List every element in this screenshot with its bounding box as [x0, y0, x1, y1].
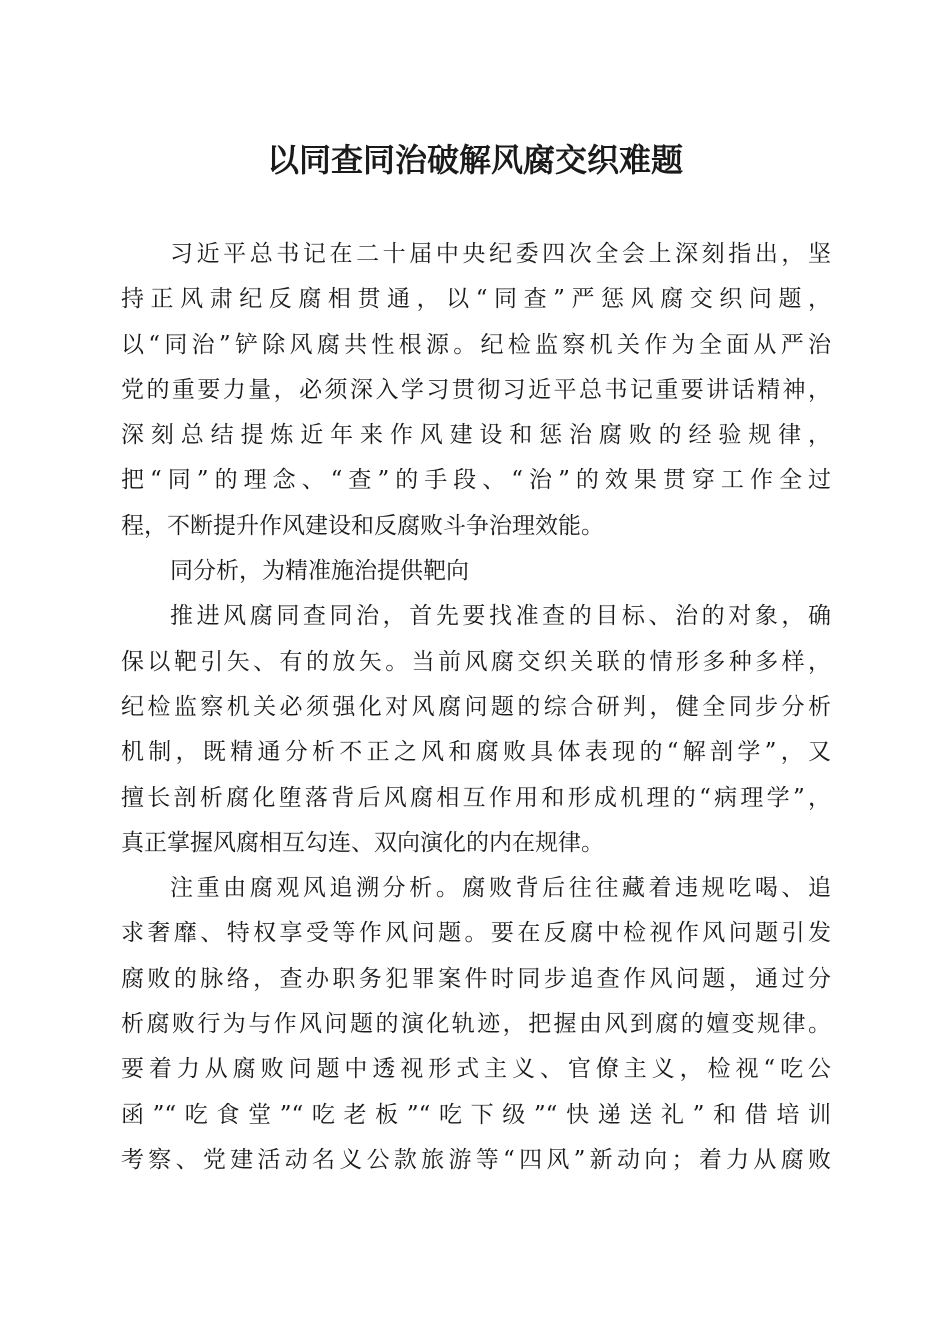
paragraph-line: 求奢靡、特权享受等作风问题。要在反腐中检视作风问题引发 [121, 920, 831, 947]
section-heading: 同分析，为精准施治提供靶向 [170, 558, 469, 585]
paragraph-line: 析腐败行为与作风问题的演化轨迹，把握由风到腐的嬗变规律。 [121, 1011, 831, 1038]
paragraph-line: 党的重要力量，必须深入学习贯彻习近平总书记重要讲话精神， [121, 376, 831, 403]
paragraph-line: 机制，既精通分析不正之风和腐败具体表现的“解剖学”，又 [121, 739, 831, 766]
paragraph-line: 持正风肃纪反腐相贯通，以“同查”严惩风腐交织问题， [121, 286, 831, 313]
paragraph-line: 保以靶引矢、有的放矢。当前风腐交织关联的情形多种多样， [121, 648, 831, 675]
document-title: 以同查同治破解风腐交织难题 [266, 141, 683, 179]
paragraph-line: 真正掌握风腐相互勾连、双向演化的内在规律。 [121, 829, 604, 856]
paragraph-line: 注重由腐观风追溯分析。腐败背后往往藏着违规吃喝、追 [170, 875, 831, 902]
paragraph-line: 腐败的脉络，查办职务犯罪案件时同步追查作风问题，通过分 [121, 965, 831, 992]
paragraph-line: 推进风腐同查同治，首先要找准查的目标、治的对象，确 [170, 603, 831, 630]
paragraph-line: 程，不断提升作风建设和反腐败斗争治理效能。 [121, 512, 604, 539]
paragraph-line: 把“同”的理念、“查”的手段、“治”的效果贯穿工作全过 [121, 467, 831, 494]
paragraph-line: 考察、党建活动名义公款旅游等“四风”新动向；着力从腐败 [121, 1146, 831, 1173]
paragraph-line: 习近平总书记在二十届中央纪委四次全会上深刻指出，坚 [170, 241, 831, 267]
paragraph-line: 纪检监察机关必须强化对风腐问题的综合研判，健全同步分析 [121, 693, 831, 720]
paragraph-line: 深刻总结提炼近年来作风建设和惩治腐败的经验规律， [121, 422, 831, 449]
paragraph-line: 要着力从腐败问题中透视形式主义、官僚主义，检视“吃公 [121, 1056, 831, 1083]
paragraph-line: 函”“吃食堂”“吃老板”“吃下级”“快递送礼”和借培训 [121, 1101, 831, 1128]
paragraph-line: 以“同治”铲除风腐共性根源。纪检监察机关作为全面从严治 [121, 331, 831, 358]
paragraph-line: 擅长剖析腐化堕落背后风腐相互作用和形成机理的“病理学”， [121, 784, 831, 811]
document-body [121, 236, 831, 1187]
